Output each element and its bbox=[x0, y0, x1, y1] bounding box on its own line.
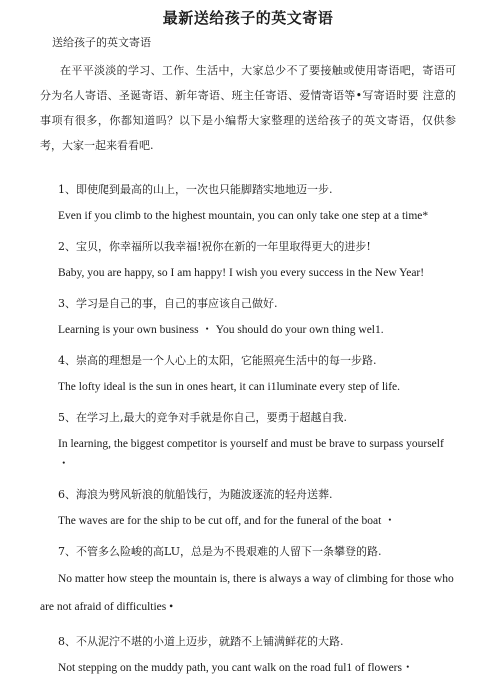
message-chinese: 8、不从泥泞不堪的小道上迈步，就踏不上铺满鲜花的大路. bbox=[58, 635, 344, 648]
intro-paragraph: 在平平淡淡的学习、工作、生活中，大家总少不了要接触或使用寄语吧，寄语可 分为名人寄语、圣诞寄语、新年寄语、班主任寄语、爱情寄语等•写寄语时要 注意的 事项有很多，你都知道吗？以下是小编帮大家整理的送给孩子的英文寄语，仅供参考，大家一起来看看吧. bbox=[40, 64, 456, 152]
list-item bbox=[40, 294, 456, 340]
message-chinese: 1、即使爬到最高的山上，一次也只能脚踏实地地迈一步. bbox=[58, 183, 333, 196]
message-english: No matter how steep the mountain is, there is always a way of climbing for those who are not afraid of difficulties • bbox=[40, 573, 454, 613]
message-chinese: 5、在学习上,最大的竞争对手就是你自己，要勇于超越自我. bbox=[58, 411, 347, 424]
message-english: The waves are for the ship to be cut off, and for the funeral of the boat ・ bbox=[58, 515, 396, 527]
message-english: In learning, the biggest competitor is yourself and must be brave to surpass yourself ・ bbox=[58, 438, 444, 470]
message-chinese: 2、宝贝，你幸福所以我幸福!祝你在新的一年里取得更大的进步! bbox=[58, 240, 371, 253]
message-english: Baby, you are happy, so I am happy! I wish you every success in the New Year! bbox=[58, 267, 425, 279]
document-title: 最新送给孩子的英文寄语 bbox=[162, 9, 334, 27]
message-chinese: 7、不管多么险峻的高LU，总是为不畏艰难的人留下一条攀登的路. bbox=[58, 545, 382, 558]
message-english: Learning is your own business ・ You should do your own thing wel1. bbox=[58, 324, 384, 336]
document-subtitle: 送给孩子的英文寄语 bbox=[52, 36, 151, 49]
message-english: Even if you climb to the highest mountain, you can only take one step at a time* bbox=[58, 210, 429, 222]
message-list bbox=[40, 180, 456, 678]
list-item bbox=[40, 237, 456, 283]
list-item bbox=[40, 632, 456, 678]
message-chinese: 4、崇高的理想是一个人心上的太阳，它能照亮生活中的每一步路. bbox=[58, 354, 377, 367]
list-item bbox=[40, 180, 456, 226]
message-chinese: 3、学习是自己的事，自己的事应该自己做好. bbox=[58, 297, 278, 310]
list-item bbox=[40, 542, 456, 621]
list-item bbox=[40, 351, 456, 397]
message-chinese: 6、海浪为劈风斩浪的航船饯行，为随波逐流的轻舟送葬. bbox=[58, 488, 333, 501]
list-item bbox=[40, 485, 456, 531]
message-english: Not stepping on the muddy path, you cant walk on the road ful1 of flowers・ bbox=[58, 662, 414, 674]
message-english: The lofty ideal is the sun in ones heart, it can i1luminate every step of life. bbox=[58, 381, 401, 393]
list-item bbox=[40, 408, 456, 474]
